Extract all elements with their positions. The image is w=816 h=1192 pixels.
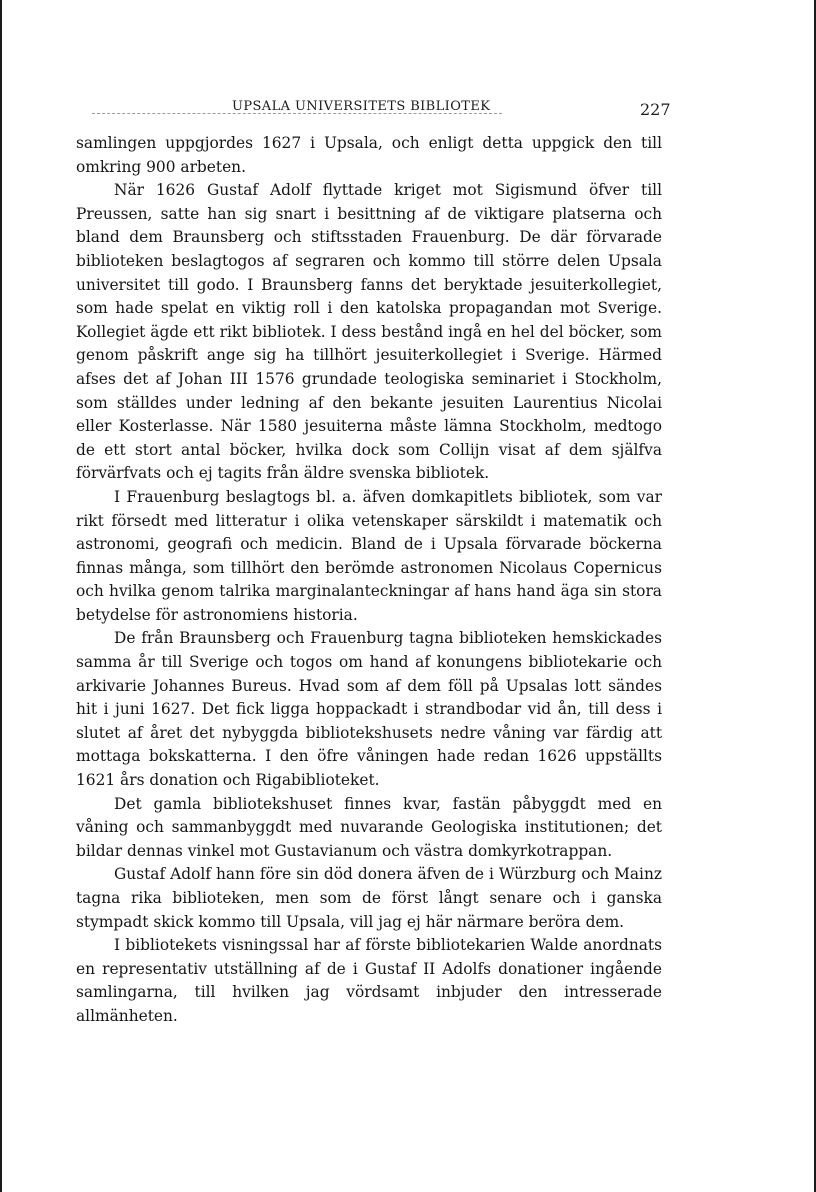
paragraph: I Frauenburg beslagtogs bl. a. äfven domkapitlets bibliotek, som var rikt försedt med litteratur i olika vetenskaper särskildt i matematik och astronomi, geografi och medicin. Bland de i Upsala förvarade böckerna finnas många, som tillhört den berömde astronomen Nicolaus Copernicus och hvilka genom talrika marginalanteckningar af hans hand äga sin stora betydelse för astronomiens historia. [76,487,662,624]
paragraph: Gustaf Adolf hann före sin död donera äfven de i Würzburg och Mainz tagna rika biblioteken, men som de först långt senare och i ganska stympadt skick kommo till Upsala, vill jag ej här närmare beröra dem. [76,865,662,931]
running-head: UPSALA UNIVERSITETS BIBLIOTEK [232,99,491,114]
paragraph: När 1626 Gustaf Adolf flyttade kriget mot Sigismund öfver till Preussen, satte han sig snart i besittning af de viktigare platserna och bland dem Braunsberg och stiftsstaden Frauenburg. De där förvarade biblioteken beslagtogos af segraren och kommo till större delen Upsala universitet till godo. I Braunsberg fanns det beryktade jesuiterkollegiet, som hade spelat en viktig roll i den katolska propagandan mot Sverige. Kollegiet ägde ett rikt bibliotek. I dess bestånd ingå en hel del böcker, som genom påskrift ange sig ha tillhört jesuiterkollegiet i Sverige. Härmed afses det af Johan III 1576 grundade teologiska seminariet i Stockholm, som ställdes under ledning af den bekante jesuiten Laurentius Nicolai eller Kosterlasse. När 1580 jesuiterna måste lämna Stockholm, medtogo de ett stort antal böcker, hvilka dock som Collijn visat af dem själfva förvärfvats och ej tagits från äldre svenska bibliotek. [76,181,662,483]
body-text [76,132,662,1029]
scan-left-edge [0,0,2,1192]
paragraph: De från Braunsberg och Frauenburg tagna biblioteken hemskickades samma år till Sverige och togos om hand af konungens bibliotekarie och arkivarie Johannes Bureus. Hvad som af dem föll på Upsalas lott sändes hit i juni 1627. Det fick ligga hoppackadt i strandbodar vid ån, till dess i slutet af året det nybyggda bibliotekshusets nedre våning var färdig att mottaga bokskatterna. I den öfre våningen hade redan 1626 uppställts 1621 års donation och Rigabiblioteket. [76,629,662,790]
paragraph: Det gamla bibliotekshuset finnes kvar, fastän påbyggdt med en våning och sammanbyggdt med nuvarande Geologiska institutionen; det bildar dennas vinkel mot Gustavianum och västra domkyrkotrappan. [76,794,662,860]
paragraph: I bibliotekets visningssal har af förste bibliotekarien Walde anordnats en representativ utställning af de i Gustaf II Adolfs donationer ingående samlingarna, till hvilken jag vördsamt inbjuder den intresserade allmänheten. [76,936,662,1025]
page-number: 227 [640,100,671,119]
paragraph-continued: samlingen uppgjordes 1627 i Upsala, och enligt detta uppgick den till omkring 900 arbeten. [76,134,662,176]
